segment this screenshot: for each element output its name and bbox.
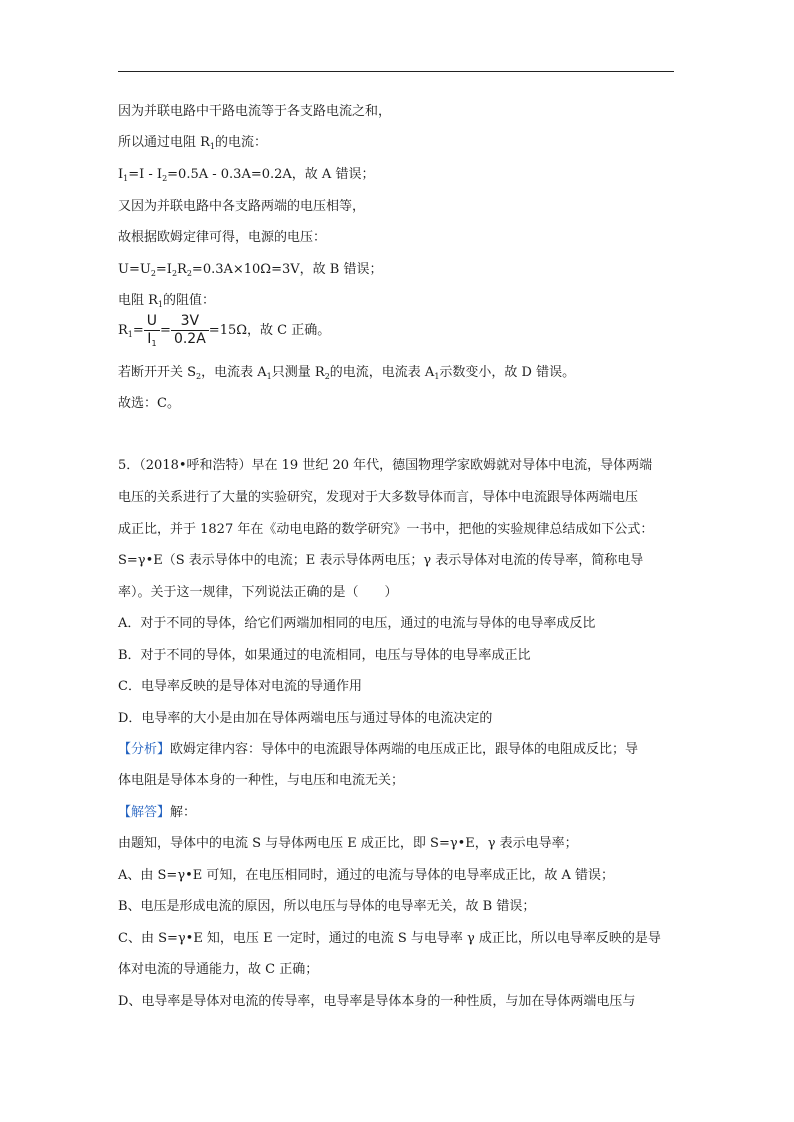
question-line: S=γ•E（S 表示导体中的电流；E 表示导体两电压；γ 表示导体对电流的传导率，简称电导: [118, 553, 644, 568]
question-line: 5．（2018•呼和浩特）早在 19 世纪 20 年代，德国物理学家欧姆就对导体中电流，导体两端: [118, 458, 653, 473]
text-line: 因为并联电路中干路电流等于各支路电流之和，: [118, 104, 392, 119]
solution-line: A、由 S=γ•E 可知，在电压相同时，通过的电流与导体的电导率成正比，故 A 错误；: [118, 868, 615, 883]
question-line: 率）。关于这一规律，下列说法正确的是（ ）: [118, 585, 398, 600]
fraction-3v-over-0-2a: $\frac{3V}{0.2A}$: [171, 313, 209, 348]
text-line: 故根据欧姆定律可得，电源的电压：: [118, 230, 327, 245]
option-a: A．对于不同的导体，给它们两端加相同的电压，通过的电流与导体的电导率成反比: [118, 616, 596, 631]
question-line: 电压的关系进行了大量的实验研究，发现对于大多数导体而言，导体中电流跟导体两端电压: [118, 490, 639, 505]
text-line: 又因为并联电路中各支路两端的电压相等，: [118, 199, 366, 214]
text-line: $U=U_2=I_2R_2=0.3A\times 10\Omega=3V$，故 B 错误；: [118, 262, 383, 278]
formula-line: $R_1=$ $\frac{U}{I_1}$ = $\frac{3V}{0.2A}$ =15Ω，故 C 正确。: [118, 313, 331, 348]
header-rule: [118, 71, 674, 72]
text-line: 电阻 $R_1$的阻值：: [118, 293, 216, 309]
analysis-line: 体电阻是导体本身的一种性，与电压和电流无关；: [118, 773, 405, 788]
analysis-line: 【分析】欧姆定律内容：导体中的电流跟导体两端的电压成正比，跟导体的电阻成反比；导: [118, 742, 639, 757]
text-line: 故选：C。: [118, 396, 180, 411]
solution-line: 由题知，导体中的电流 S 与导体两电压 E 成正比，即 S=γ•E，γ 表示电导率；: [118, 836, 578, 851]
text-line: $I_1=I - I_2=0.5A - 0.3A=0.2A$，故 A 错误；: [118, 167, 375, 183]
solution-line: B、电压是形成电流的原因，所以电压与导体的电导率无关，故 B 错误；: [118, 899, 536, 914]
text-line: 若断开开关 $S_2$，电流表 $A_1$只测量 $R_2$的电流，电流表 $A_1$示数变小，故 D 错误。: [118, 365, 576, 381]
question-line: 成正比，并于 1827 年在《动电电路的数学研究》一书中，把他的实验规律总结成如下公式：: [118, 522, 654, 537]
solution-line: D、电导率是导体对电流的传导率，电导率是导体本身的一种性质，与加在导体两端电压与: [118, 994, 636, 1009]
answer-line: 【解答】解：: [118, 805, 197, 820]
fraction-u-over-i1: $\frac{U}{I_1}$: [144, 313, 160, 348]
option-c: C．电导率反映的是导体对电流的导通作用: [118, 679, 362, 694]
answer-tag: 【解答】: [118, 805, 171, 820]
option-b: B．对于不同的导体，如果通过的电流相同，电压与导体的电导率成正比: [118, 648, 531, 663]
solution-line: 体对电流的导通能力，故 C 正确；: [118, 962, 319, 977]
analysis-tag: 【分析】: [118, 742, 171, 757]
option-d: D．电导率的大小是由加在导体两端电压与通过导体的电流决定的: [118, 711, 493, 726]
solution-line: C、由 S=γ•E 知，电压 E 一定时，通过的电流 S 与电导率 γ 成正比，所以电导率反映的是导: [118, 931, 661, 946]
text-line: 所以通过电阻 $R_1$的电流：: [118, 135, 268, 151]
